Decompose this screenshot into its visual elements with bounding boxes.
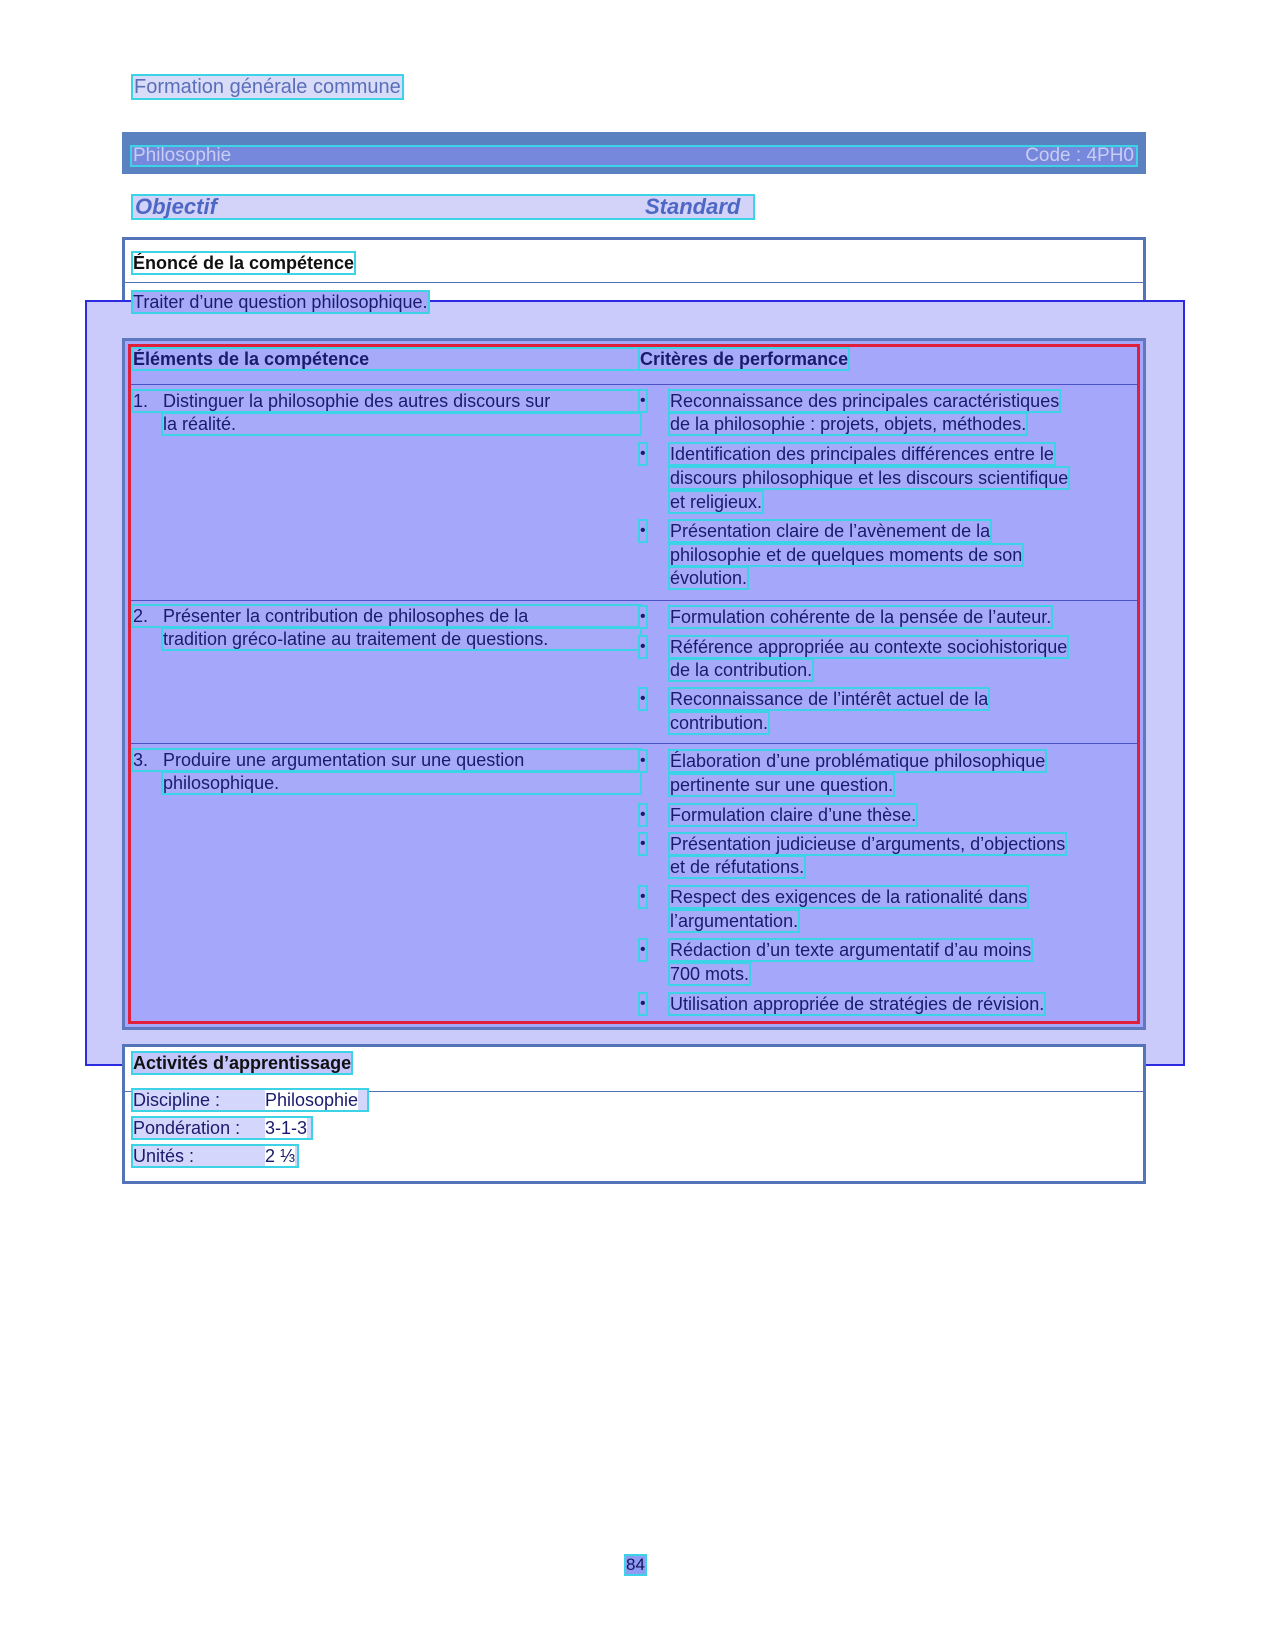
- criterion-text: Reconnaissance de l’intérêt actuel de la: [670, 689, 989, 709]
- bullet: •: [640, 392, 646, 409]
- discipline-row: [133, 1090, 367, 1110]
- element-text-cont: tradition gréco-latine au traitement de questions.: [163, 629, 640, 649]
- criterion-text: de la philosophie : projets, objets, méthodes.: [670, 414, 1027, 434]
- element-text: Présenter la contribution de philosophes de la: [163, 606, 529, 626]
- competence-statement-text: Traiter d’une question philosophique.: [133, 292, 428, 312]
- bullet: •: [640, 638, 646, 655]
- course-title-bar: [122, 132, 1146, 174]
- row-divider-1: [131, 600, 1137, 601]
- criterion-text: Présentation claire de l’avènement de la: [670, 521, 991, 541]
- criterion-text: et de réfutations.: [670, 857, 805, 877]
- bullet: •: [640, 835, 646, 852]
- discipline-value: Philosophie: [265, 1090, 359, 1110]
- bullet: •: [640, 995, 646, 1012]
- divider: [125, 282, 1143, 283]
- discipline-label: Discipline :: [133, 1090, 221, 1110]
- criterion-text: de la contribution.: [670, 660, 813, 680]
- element-line: [133, 391, 640, 411]
- bullet: •: [640, 608, 646, 625]
- bullet: •: [640, 752, 646, 769]
- criterion-text: discours philosophique et les discours scientifique: [670, 468, 1069, 488]
- criterion-text: philosophie et de quelques moments de son: [670, 545, 1023, 565]
- competence-statement-heading: Énoncé de la compétence: [133, 253, 355, 273]
- unites-row: [133, 1146, 297, 1166]
- criterion-text: évolution.: [670, 568, 748, 588]
- criterion-text: l’argumentation.: [670, 911, 799, 931]
- criterion-text: contribution.: [670, 713, 769, 733]
- element-number: 2.: [133, 606, 149, 626]
- element-line: [133, 750, 640, 770]
- row-divider-2: [131, 743, 1137, 744]
- element-number: 1.: [133, 391, 149, 411]
- learning-activities-heading: Activités d’apprentissage: [133, 1053, 352, 1073]
- bullet: •: [640, 445, 646, 462]
- section-header: Formation générale commune: [134, 76, 401, 98]
- header-divider: [131, 384, 1137, 385]
- bullet: •: [640, 690, 646, 707]
- criterion-text: Utilisation appropriée de stratégies de révision.: [670, 994, 1045, 1014]
- criterion-text: 700 mots.: [670, 964, 750, 984]
- criterion-text: Formulation claire d’une thèse.: [670, 805, 917, 825]
- criterion-text: Identification des principales différences entre le: [670, 444, 1054, 464]
- element-line: [133, 606, 640, 626]
- criterion-text: Référence appropriée au contexte sociohistorique: [670, 637, 1068, 657]
- criterion-text: et religieux.: [670, 492, 763, 512]
- unites-label: Unités :: [133, 1146, 195, 1166]
- ponderation-value: 3-1-3: [265, 1118, 308, 1138]
- ponderation-label: Pondération :: [133, 1118, 241, 1138]
- criterion-text: Rédaction d’un texte argumentatif d’au moins: [670, 940, 1032, 960]
- element-text-cont: philosophique.: [163, 773, 640, 793]
- course-code: Code : 4PH0: [1025, 145, 1134, 166]
- criterion-text: Élaboration d’une problématique philosophique: [670, 751, 1046, 771]
- bullet: •: [640, 522, 646, 539]
- element-text: Produire une argumentation sur une question: [163, 750, 525, 770]
- unites-value: 2 ⅓: [265, 1146, 296, 1166]
- standard-label: Standard: [645, 194, 741, 219]
- element-number: 3.: [133, 750, 149, 770]
- criterion-text: Formulation cohérente de la pensée de l’auteur.: [670, 607, 1052, 627]
- criterion-text: Présentation judicieuse d’arguments, d’objections: [670, 834, 1066, 854]
- elements-column-header: Éléments de la compétence: [133, 349, 640, 369]
- criterion-text: Respect des exigences de la rationalité dans: [670, 887, 1028, 907]
- course-discipline: Philosophie: [133, 145, 232, 166]
- element-text: Distinguer la philosophie des autres discours sur: [163, 391, 551, 411]
- ponderation-row: [133, 1118, 311, 1138]
- objective-row: [133, 196, 753, 218]
- criterion-text: pertinente sur une question.: [670, 775, 894, 795]
- bullet: •: [640, 941, 646, 958]
- criteria-column-header: Critères de performance: [640, 349, 849, 369]
- objectif-label: Objectif: [135, 194, 217, 219]
- criterion-text: Reconnaissance des principales caractéristiques: [670, 391, 1060, 411]
- element-text-cont: la réalité.: [163, 414, 640, 434]
- bullet: •: [640, 888, 646, 905]
- page-number: 84: [626, 1555, 645, 1574]
- elements-table: [122, 338, 1146, 1030]
- bullet: •: [640, 806, 646, 823]
